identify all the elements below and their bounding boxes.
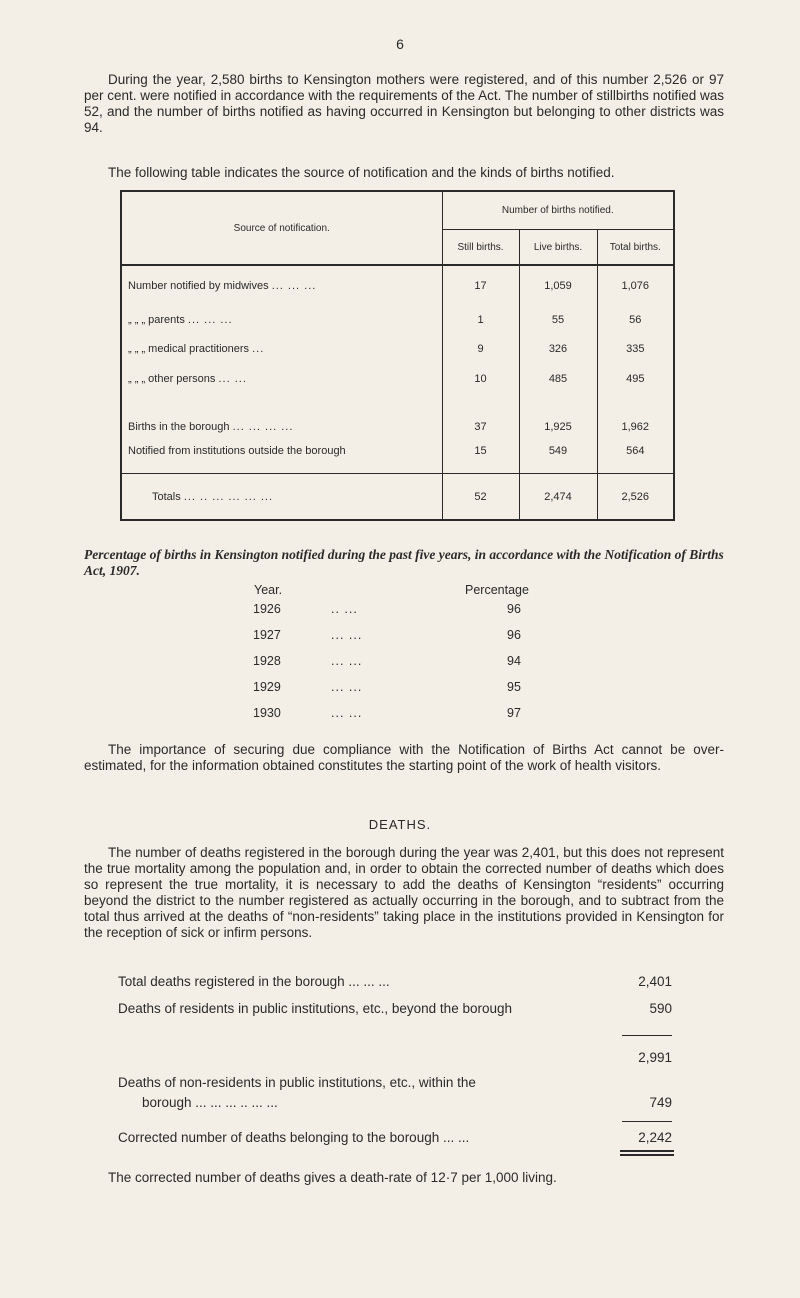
subtotal-value: 2,991 — [638, 1050, 672, 1065]
beyond-borough-value: 590 — [649, 1001, 672, 1016]
subtotal-rule — [622, 1035, 672, 1036]
cell-live: 55 — [519, 306, 597, 335]
year-value: 1930 — [253, 706, 281, 720]
table-row — [121, 439, 674, 473]
source-header: Source of notification. — [233, 222, 330, 234]
intro-paragraph: During the year, 2,580 births to Kensington mothers were registered, and of this number 2,526 or 97 per cent. were notified in accordance with the requirements of the Act. The number of stillbirths notified was 52, and the number of births notified as having occurred in Kensington but belonging to other districts was 94. — [84, 72, 724, 135]
row-dots: ... ... — [331, 628, 363, 642]
cell-still: 17 — [442, 265, 519, 305]
list-item — [253, 602, 533, 620]
cell-total: 1,076 — [597, 265, 674, 305]
year-value: 1926 — [253, 602, 281, 616]
year-header: Year. — [254, 583, 283, 597]
row-label: „ „ „ parents — [128, 314, 185, 327]
row-dots: ... ... ... — [187, 314, 233, 327]
cell-total: 564 — [597, 439, 674, 473]
beyond-borough-label: Deaths of residents in public institutions, etc., beyond the borough — [118, 1001, 512, 1016]
year-value: 1929 — [253, 680, 281, 694]
table-row — [121, 335, 674, 364]
notification-table — [120, 190, 675, 521]
row-dots: ... ... — [331, 654, 363, 668]
percentage-value: 96 — [507, 628, 521, 642]
total-deaths-value: 2,401 — [638, 974, 672, 989]
percentage-header: Percentage — [465, 583, 529, 597]
percentage-value: 94 — [507, 654, 521, 668]
percentage-value: 95 — [507, 680, 521, 694]
cell-still: 37 — [442, 393, 519, 439]
year-value: 1927 — [253, 628, 281, 642]
corrected-value: 2,242 — [638, 1130, 672, 1145]
col-header-live: Live births. — [519, 229, 597, 265]
list-item — [253, 680, 533, 698]
row-dots: ... ... ... ... — [232, 421, 294, 434]
non-residents-value: 749 — [649, 1095, 672, 1110]
totals-row — [121, 474, 674, 520]
cell-total: 56 — [597, 306, 674, 335]
non-residents-label: Deaths of non-residents in public institutions, etc., within the — [118, 1075, 476, 1090]
cell-live: 1,059 — [519, 265, 597, 305]
death-rate-sentence: The corrected number of deaths gives a death-rate of 12·7 per 1,000 living. — [108, 1170, 557, 1185]
cell-live: 549 — [519, 439, 597, 473]
cell-total: 335 — [597, 335, 674, 364]
list-item — [253, 706, 533, 724]
deaths-paragraph: The number of deaths registered in the borough during the year was 2,401, but this does not represent the true mortality among the population and, in order to obtain the corrected number of deaths which does so represent the true mortality, it is necessary to add the deaths of Kensington “residents” occurring beyond the district to the number registered as actually occurring in the borough, and to subtract from the total thus arrived at the deaths of “non-residents” taking place in the institutions provided in Kensington for the reception of sick or infirm persons. — [84, 845, 724, 940]
row-label: Number notified by midwives — [128, 280, 269, 293]
col-header-still: Still births. — [442, 229, 519, 265]
corrected-label: Corrected number of deaths belonging to the borough ... ... — [118, 1130, 470, 1145]
double-rule-bottom — [620, 1154, 674, 1156]
non-residents-label-cont: borough ... ... ... .. ... ... — [142, 1095, 278, 1110]
list-item — [253, 654, 533, 672]
cell-still: 1 — [442, 306, 519, 335]
cell-live: 1,925 — [519, 393, 597, 439]
table-row — [121, 306, 674, 335]
row-dots: ... ... — [331, 706, 363, 720]
percentage-value: 96 — [507, 602, 521, 616]
table-intro: The following table indicates the source of notification and the kinds of births notified. — [108, 165, 615, 180]
row-label: „ „ „ other persons — [128, 372, 216, 385]
cell-live: 326 — [519, 335, 597, 364]
total-deaths-label: Total deaths registered in the borough ... ... ... — [118, 974, 390, 989]
table-row — [121, 265, 674, 305]
totals-label: Totals — [152, 490, 181, 503]
deaths-heading: DEATHS. — [368, 817, 432, 832]
row-label: „ „ „ medical practitioners — [128, 343, 250, 356]
percentage-value: 97 — [507, 706, 521, 720]
double-rule-top — [620, 1150, 674, 1152]
group-header: Number of births notified. — [442, 191, 674, 229]
row-label: Births in the borough — [128, 421, 230, 434]
table-row — [121, 364, 674, 393]
cell-live: 485 — [519, 364, 597, 393]
cell-still: 15 — [442, 439, 519, 473]
importance-paragraph: The importance of securing due compliance with the Notification of Births Act cannot be over-estimated, for the information obtained constitutes the starting point of the work of health visitors. — [84, 742, 724, 773]
cell-still: 10 — [442, 364, 519, 393]
corrected-rule — [622, 1121, 672, 1122]
row-dots: ... ... — [331, 680, 363, 694]
cell-total: 495 — [597, 364, 674, 393]
table-row — [121, 393, 674, 439]
cell-total: 1,962 — [597, 393, 674, 439]
row-dots: .. ... — [331, 602, 358, 616]
year-value: 1928 — [253, 654, 281, 668]
col-header-total: Total births. — [597, 229, 674, 265]
cell-still: 9 — [442, 335, 519, 364]
list-item — [253, 628, 533, 646]
page-number: 6 — [396, 36, 404, 52]
total-live: 2,474 — [519, 474, 597, 520]
row-dots: ... — [252, 343, 265, 356]
row-dots: ... ... — [218, 372, 247, 385]
totals-dots: ... .. ... ... ... ... — [183, 490, 274, 503]
row-dots: ... ... ... — [271, 280, 317, 293]
row-label: Notified from institutions outside the borough — [128, 445, 346, 458]
total-total: 2,526 — [597, 474, 674, 520]
percentage-title: Percentage of births in Kensington notified during the past five years, in accordance with the Notification of Births Act, 1907. — [84, 547, 724, 578]
total-still: 52 — [442, 474, 519, 520]
